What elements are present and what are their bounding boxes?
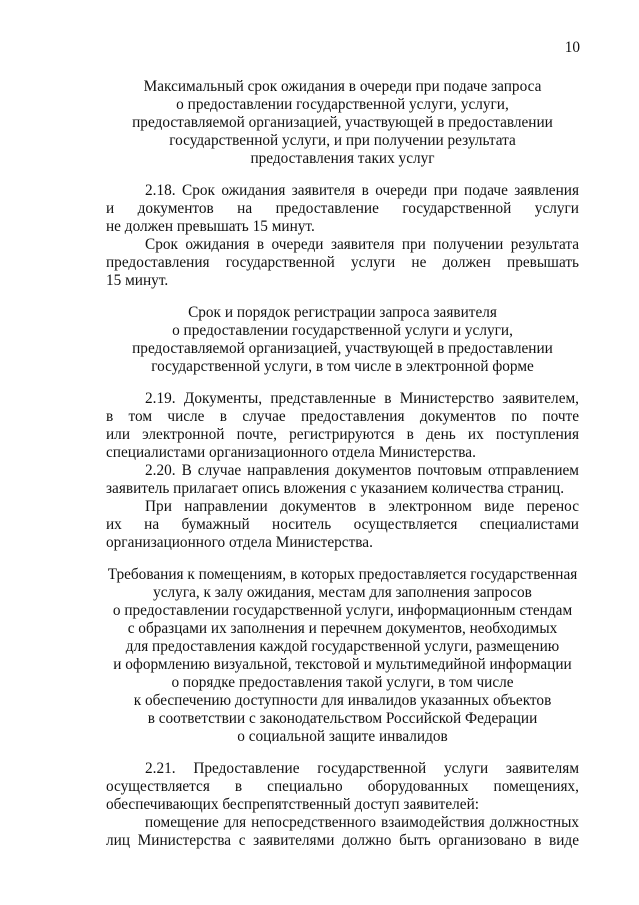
heading-line: о предоставлении государственной услуги, информационным стендам (112, 602, 573, 619)
heading-line: о порядке предоставления такой услуги, в том числе (171, 674, 514, 691)
heading-line: Максимальный срок ожидания в очереди при подаче запроса (143, 78, 542, 95)
paragraph-line: 15 минут. (106, 272, 169, 289)
heading-line: государственной услуги, в том числе в электронной форме (151, 358, 534, 375)
heading-line: к обеспечению доступности для инвалидов указанных объектов (133, 692, 552, 709)
paragraph-line: и документов на предоставление государственной услуги (106, 200, 579, 217)
heading-line: услуга, к залу ожидания, местам для заполнения запросов (153, 584, 532, 601)
paragraph-line: предоставления государственной услуги не должен превышать (106, 254, 579, 271)
heading-line: и оформлению визуальной, текстовой и мультимедийной информации (113, 656, 572, 673)
paragraph-line: осуществляется в специально оборудованных помещениях, (106, 778, 579, 795)
paragraph-line: 2.20. В случае направления документов почтовым отправлением (145, 462, 579, 479)
heading-line: Требования к помещениям, в которых предоставляется государственная (107, 566, 578, 583)
paragraph-line: обеспечивающих беспрепятственный доступ заявителей: (106, 796, 480, 813)
paragraph-line: Срок ожидания в очереди заявителя при получении результата (145, 236, 579, 253)
heading-line: о предоставлении государственной услуги, услуги, (176, 96, 509, 113)
heading-line: предоставления таких услуг (250, 150, 435, 167)
page-number: 10 (564, 39, 580, 56)
heading-line: предоставляемой организацией, участвующей в предоставлении (132, 340, 553, 357)
paragraph-line: или электронной почте, регистрируются в день их поступления (106, 426, 579, 443)
paragraph-line: помещение для непосредственного взаимодействия должностных (145, 814, 579, 831)
paragraph-line: 2.21. Предоставление государственной услуги заявителям (145, 760, 579, 777)
paragraph-line: в том числе в случае предоставления документов по почте (106, 408, 579, 425)
paragraph-line: организационного отдела Министерства. (106, 534, 373, 551)
paragraph-line: их на бумажный носитель осуществляется специалистами (106, 516, 579, 533)
heading-line: с образцами их заполнения и перечнем документов, необходимых (127, 620, 558, 637)
paragraph-line: не должен превышать 15 минут. (106, 218, 315, 235)
heading-line: в соответствии с законодательством Российской Федерации (147, 710, 538, 727)
heading-line: о предоставлении государственной услуги и услуги, (172, 322, 513, 339)
heading-line: Срок и порядок регистрации запроса заявителя (188, 304, 497, 321)
paragraph-line: заявитель прилагает опись вложения с указанием количества страниц. (106, 480, 565, 497)
heading-line: для предоставления каждой государственной услуги, размещению (125, 638, 560, 655)
paragraph-line: 2.18. Срок ожидания заявителя в очереди при подаче заявления (145, 182, 579, 199)
paragraph-line: При направлении документов в электронном виде перенос (145, 498, 579, 515)
paragraph-line: специалистами организационного отдела Министерства. (106, 444, 476, 461)
paragraph-line: 2.19. Документы, представленные в Министерство заявителем, (145, 390, 579, 407)
heading-line: предоставляемой организацией, участвующей в предоставлении (132, 114, 553, 131)
paragraph-line: лиц Министерства с заявителями должно быть организовано в виде (106, 832, 579, 849)
heading-line: государственной услуги, и при получении результата (169, 132, 516, 149)
heading-line: о социальной защите инвалидов (237, 728, 448, 745)
